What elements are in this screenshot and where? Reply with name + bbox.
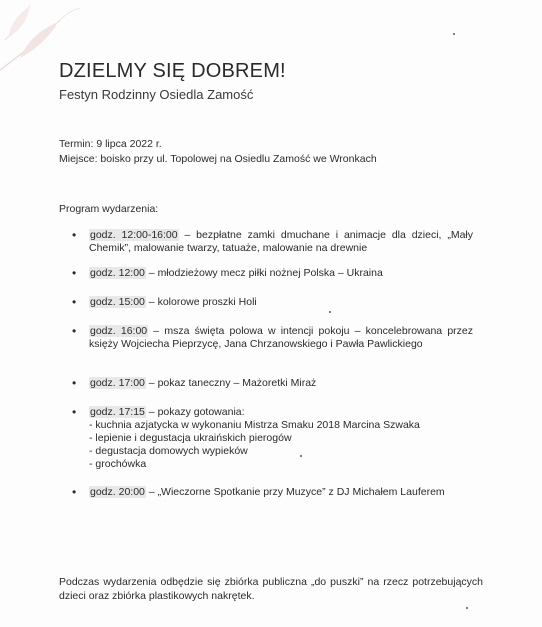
bullet-icon: • [72,228,77,242]
bullet-icon: • [72,324,77,338]
scan-speck [300,455,302,457]
page-subtitle: Festyn Rodzinny Osiedla Zamość [59,87,254,102]
sub-item: - grochówka [89,458,147,470]
event-time: godz. 20:00 [90,486,145,498]
sub-item: - kuchnia azjatycka w wykonaniu Mistrza Smaku 2018 Marcina Szwaka [89,419,420,431]
event-description: – kolorowe proszki Holi [145,296,257,308]
program-item [72,376,473,390]
footer-note: Podczas wydarzenia odbędzie się zbiórka publiczna „do puszki” na rzecz potrzebujących dzieci oraz zbiórka plastikowych nakrętek. [59,576,483,602]
bullet-icon: • [72,266,77,280]
program-item [72,295,473,309]
event-time: godz. 12:00-16:00 [90,229,178,241]
sub-item: - degustacja domowych wypieków [89,445,248,457]
event-description: – „Wieczorne Spotkanie przy Muzyce” z DJ Michałem Lauferem [145,486,445,498]
bullet-icon: • [72,376,77,390]
event-date: Termin: 9 lipca 2022 r. [59,138,162,150]
event-description: – bezpłatne zamki dmuchane i animacje dla dzieci, „Mały Chemik”, malowanie twarzy, tatuaże, malowanie na drewnie [89,229,473,254]
event-description: – msza święta polowa w intencji pokoju – koncelebrowana przez księży Wojciecha Pieprzycę, Jana Chrzanowskiego i Pawła Pawlickiego [89,325,473,350]
event-time: godz. 15:00 [90,296,145,308]
event-time: godz. 12:00 [90,267,145,279]
program-item [72,405,473,471]
event-time: godz. 17:15 [90,406,145,418]
event-time: godz. 17:00 [90,377,145,389]
scan-speck [453,33,455,35]
program-item [72,228,473,255]
scan-speck [466,607,468,609]
scan-speck [329,311,331,313]
page-title: DZIELMY SIĘ DOBREM! [59,60,286,82]
bullet-icon: • [72,485,77,499]
bullet-icon: • [72,405,77,419]
event-time: godz. 16:00 [90,325,148,337]
event-description: – młodzieżowy mecz piłki nożnej Polska – Ukraina [145,267,383,279]
program-item [72,485,473,499]
bullet-icon: • [72,295,77,309]
program-heading: Program wydarzenia: [59,203,159,215]
sub-item: - lepienie i degustacja ukraińskich pierogów [89,432,292,444]
event-place: Miejsce: boisko przy ul. Topolowej na Osiedlu Zamość we Wronkach [59,153,377,165]
event-description: – pokaz taneczny – Mażoretki Miraż [145,377,317,389]
program-item [72,266,473,280]
program-item [72,324,473,351]
event-description: – pokazy gotowania: [145,406,245,418]
